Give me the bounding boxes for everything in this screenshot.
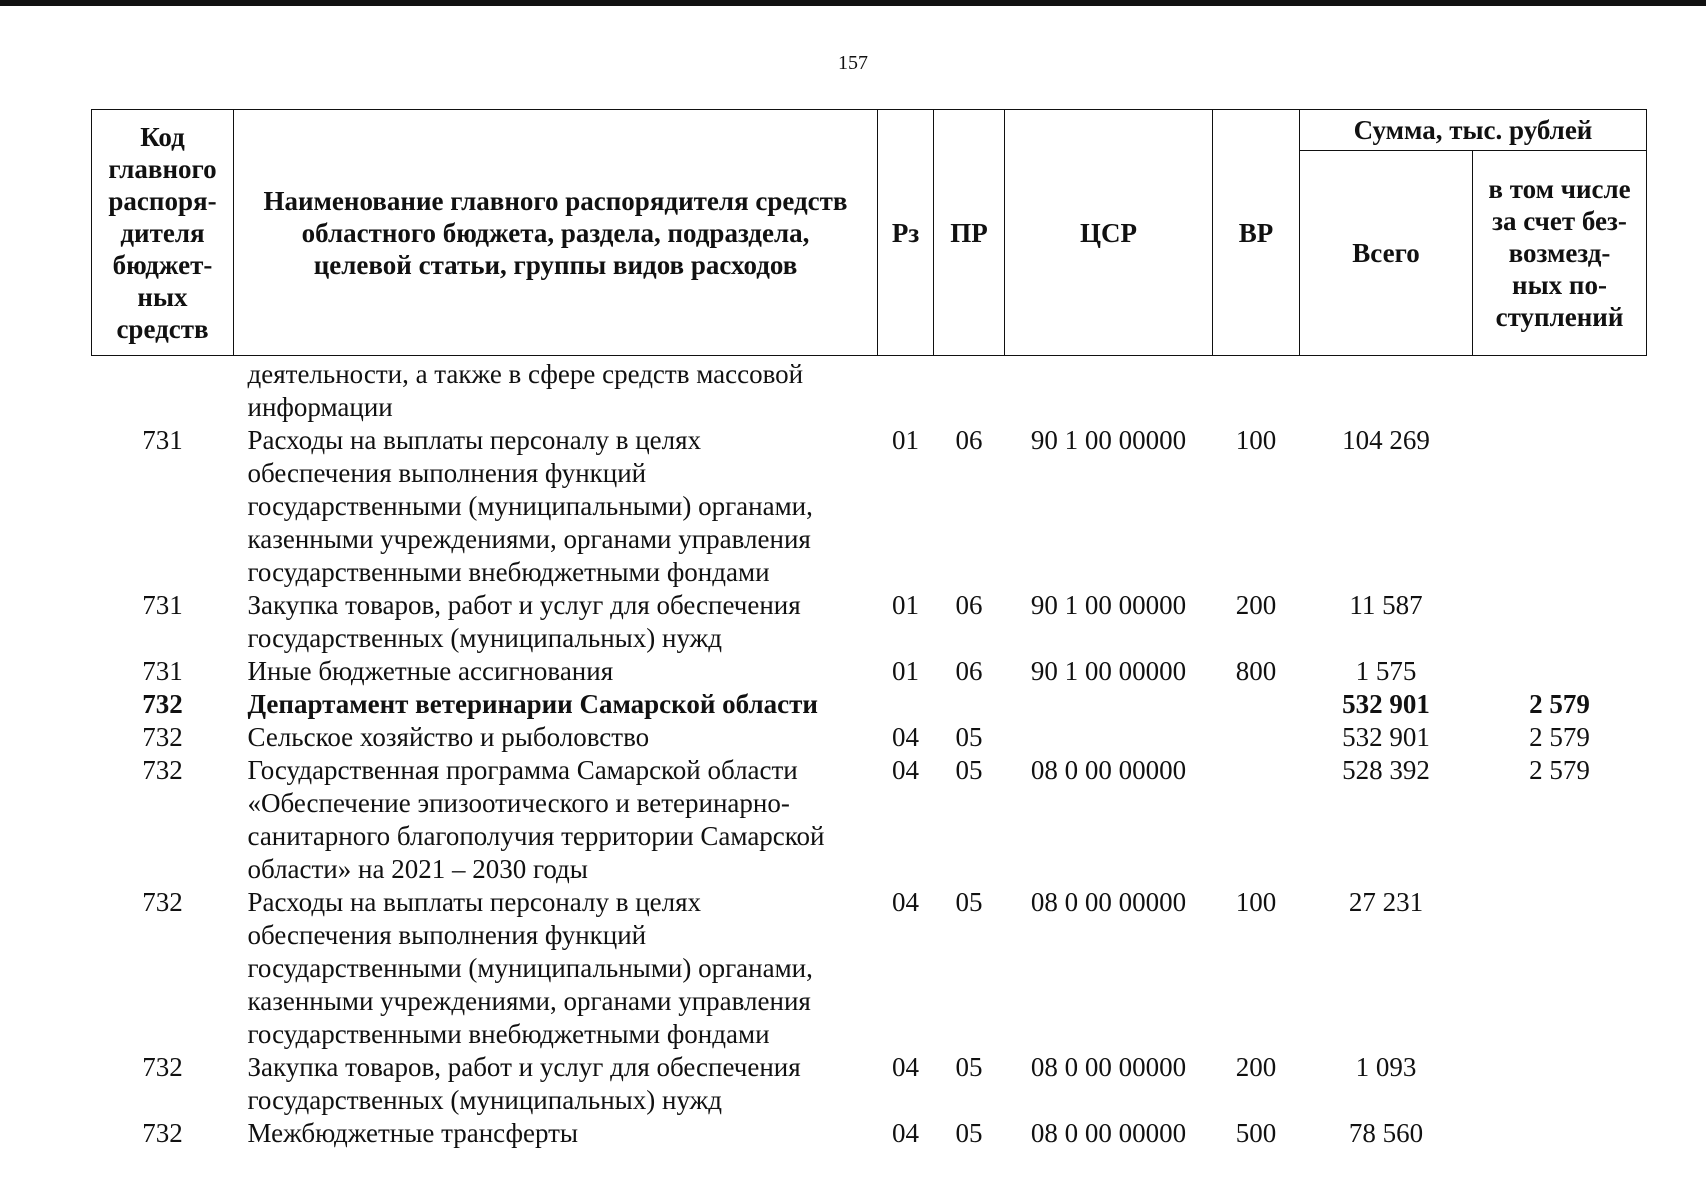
- name-line: Департамент ветеринарии Самарской области: [247, 689, 818, 719]
- cell-name: [234, 356, 878, 425]
- name-line: санитарного благополучия территории Самарской: [247, 821, 825, 851]
- cell-free-receipts: [1473, 356, 1647, 425]
- name-line: государственными (муниципальными) органами,: [247, 491, 813, 521]
- table-row: [92, 356, 1647, 425]
- table-row: [92, 688, 1647, 721]
- header-line: за счет без-: [1492, 206, 1627, 236]
- cell-pr: 06: [955, 590, 983, 620]
- cell-pr: 05: [955, 1052, 983, 1082]
- header-line: средств: [116, 313, 209, 344]
- cell-free-receipts: 2 579: [1529, 689, 1590, 719]
- cell-free-receipts: 2 579: [1529, 755, 1590, 785]
- cell-total: 1 575: [1355, 656, 1417, 686]
- cell-rz: 04: [892, 722, 919, 752]
- cell-csr: 90 1 00 00000: [1030, 590, 1187, 620]
- header-code: [92, 110, 234, 356]
- header-pr: ПР: [934, 110, 1005, 356]
- cell-total: 528 392: [1342, 755, 1430, 785]
- cell-name: [234, 1117, 878, 1150]
- header-line: Код: [140, 121, 185, 152]
- page-number: 157: [838, 52, 868, 74]
- header-line: в том числе: [1488, 174, 1631, 204]
- table-row: [92, 1051, 1647, 1117]
- cell-free-receipts: [1473, 886, 1647, 1051]
- cell-name: [234, 886, 878, 1051]
- cell-code: 731: [142, 656, 183, 686]
- table-row: [92, 655, 1647, 688]
- header-line: целевой статьи, группы видов расходов: [313, 249, 798, 280]
- header-line: распоря-: [108, 185, 217, 216]
- cell-csr: 08 0 00 00000: [1030, 887, 1187, 917]
- header-csr: ЦСР: [1005, 110, 1213, 356]
- cell-total: 104 269: [1342, 425, 1430, 455]
- cell-csr: 08 0 00 00000: [1030, 1118, 1187, 1148]
- name-line: деятельности, а также в сфере средств массовой: [247, 359, 804, 389]
- header-free-receipts: [1473, 151, 1647, 356]
- header-line: возмезд-: [1508, 238, 1611, 268]
- cell-csr: [1005, 356, 1213, 425]
- cell-pr: 06: [955, 425, 983, 455]
- cell-rz: 04: [892, 1118, 919, 1148]
- cell-vr: 100: [1235, 887, 1277, 917]
- name-line: казенными учреждениями, органами управления: [247, 524, 811, 554]
- cell-free-receipts: [1473, 424, 1647, 589]
- name-line: информации: [247, 392, 393, 422]
- cell-name: [234, 688, 878, 721]
- cell-free-receipts: [1473, 589, 1647, 655]
- cell-vr: 500: [1235, 1118, 1277, 1148]
- cell-rz: 01: [892, 656, 919, 686]
- cell-rz: [878, 688, 934, 721]
- cell-vr: 200: [1235, 590, 1277, 620]
- header-line: главного: [108, 153, 217, 184]
- budget-table: [91, 109, 1647, 1150]
- cell-code: 731: [142, 425, 183, 455]
- cell-pr: [934, 356, 1005, 425]
- cell-pr: [934, 688, 1005, 721]
- name-line: Сельское хозяйство и рыболовство: [247, 722, 650, 752]
- name-line: государственных (муниципальных) нужд: [247, 1085, 723, 1115]
- table-body: [92, 356, 1647, 1151]
- name-line: государственных (муниципальных) нужд: [247, 623, 723, 653]
- cell-vr: [1213, 356, 1300, 425]
- cell-name: [234, 424, 878, 589]
- cell-pr: 05: [955, 887, 983, 917]
- cell-total: [1300, 356, 1473, 425]
- cell-code: 732: [142, 689, 183, 719]
- name-line: Государственная программа Самарской области: [247, 755, 798, 785]
- name-line: Расходы на выплаты персоналу в целях: [247, 887, 702, 917]
- name-line: Закупка товаров, работ и услуг для обеспечения: [247, 590, 801, 620]
- cell-total: 11 587: [1349, 590, 1423, 620]
- cell-csr: 08 0 00 00000: [1030, 755, 1187, 785]
- header-line: дителя: [120, 217, 205, 248]
- cell-vr: 200: [1235, 1052, 1277, 1082]
- cell-code: 732: [142, 755, 183, 785]
- header-line: бюджет-: [112, 249, 213, 280]
- name-line: Расходы на выплаты персоналу в целях: [247, 425, 702, 455]
- cell-rz: 04: [892, 1052, 919, 1082]
- cell-csr: [1005, 688, 1213, 721]
- header-line: ных по-: [1512, 270, 1607, 300]
- cell-csr: 08 0 00 00000: [1030, 1052, 1187, 1082]
- cell-vr: 800: [1235, 656, 1277, 686]
- header-line: областного бюджета, раздела, подраздела,: [301, 217, 810, 248]
- cell-vr: [1213, 688, 1300, 721]
- table-row: [92, 754, 1647, 886]
- cell-free-receipts: [1473, 1117, 1647, 1150]
- table-row: [92, 424, 1647, 589]
- name-line: области» на 2021 – 2030 годы: [247, 854, 588, 884]
- cell-name: [234, 754, 878, 886]
- cell-total: 1 093: [1355, 1052, 1417, 1082]
- table-row: [92, 589, 1647, 655]
- header-line: Наименование главного распорядителя средств: [263, 185, 848, 216]
- top-border-line: [0, 0, 1706, 6]
- name-line: государственными внебюджетными фондами: [247, 1019, 770, 1049]
- cell-name: [234, 589, 878, 655]
- cell-code: [92, 356, 234, 425]
- cell-pr: 05: [955, 722, 983, 752]
- table-header: [92, 110, 1647, 356]
- name-line: обеспечения выполнения функций: [247, 458, 647, 488]
- cell-name: [234, 1051, 878, 1117]
- table-row: [92, 721, 1647, 754]
- cell-free-receipts: 2 579: [1529, 722, 1590, 752]
- header-vr: ВР: [1213, 110, 1300, 356]
- cell-vr: [1213, 721, 1300, 754]
- header-name: [234, 110, 878, 356]
- name-line: Иные бюджетные ассигнования: [247, 656, 614, 686]
- cell-total: 78 560: [1348, 1118, 1424, 1148]
- name-line: обеспечения выполнения функций: [247, 920, 647, 950]
- cell-pr: 05: [955, 1118, 983, 1148]
- cell-vr: 100: [1235, 425, 1277, 455]
- cell-code: 732: [142, 887, 183, 917]
- cell-vr: [1213, 754, 1300, 886]
- cell-total: 532 901: [1342, 722, 1430, 752]
- cell-code: 732: [142, 1118, 183, 1148]
- budget-sheet: [91, 109, 1646, 1150]
- header-rz: Рз: [878, 110, 934, 356]
- cell-code: 731: [142, 590, 183, 620]
- header-total: Всего: [1300, 151, 1473, 356]
- cell-csr: 90 1 00 00000: [1030, 656, 1187, 686]
- table-row: [92, 1117, 1647, 1150]
- table-row: [92, 886, 1647, 1051]
- cell-pr: 05: [955, 755, 983, 785]
- cell-rz: 01: [892, 425, 919, 455]
- cell-total: 27 231: [1348, 887, 1424, 917]
- cell-name: [234, 655, 878, 688]
- cell-rz: 04: [892, 887, 919, 917]
- header-line: ных: [137, 281, 188, 312]
- name-line: государственными (муниципальными) органами,: [247, 953, 813, 983]
- cell-name: [234, 721, 878, 754]
- cell-rz: [878, 356, 934, 425]
- cell-free-receipts: [1473, 655, 1647, 688]
- cell-code: 732: [142, 722, 183, 752]
- cell-rz: 01: [892, 590, 919, 620]
- name-line: «Обеспечение эпизоотического и ветеринарно-: [247, 788, 790, 818]
- cell-csr: [1005, 721, 1213, 754]
- name-line: Закупка товаров, работ и услуг для обеспечения: [247, 1052, 801, 1082]
- cell-rz: 04: [892, 755, 919, 785]
- header-sum-group: Сумма, тыс. рублей: [1300, 110, 1647, 151]
- name-line: государственными внебюджетными фондами: [247, 557, 770, 587]
- cell-csr: 90 1 00 00000: [1030, 425, 1187, 455]
- header-line: ступлений: [1495, 302, 1624, 332]
- cell-total: 532 901: [1342, 689, 1430, 719]
- name-line: казенными учреждениями, органами управления: [247, 986, 811, 1016]
- cell-free-receipts: [1473, 1051, 1647, 1117]
- cell-pr: 06: [955, 656, 983, 686]
- name-line: Межбюджетные трансферты: [247, 1118, 579, 1148]
- cell-code: 732: [142, 1052, 183, 1082]
